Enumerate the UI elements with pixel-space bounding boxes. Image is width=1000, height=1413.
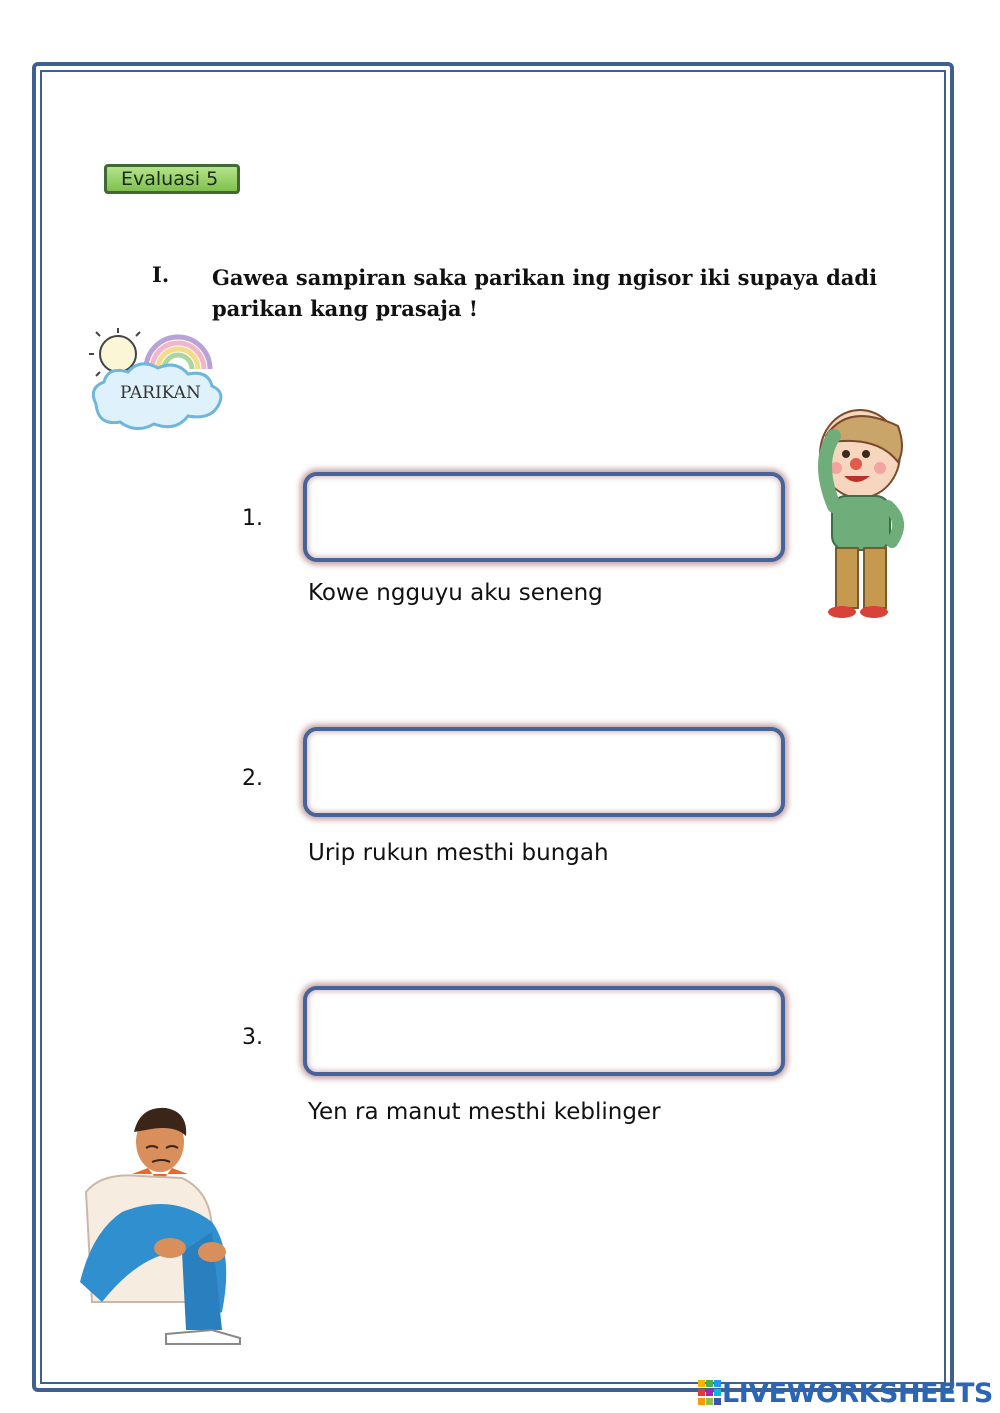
- answer-box-1[interactable]: [303, 472, 785, 562]
- question-instruction: Gawea sampiran saka parikan ing ngisor iki supaya dadi parikan kang prasaja !: [212, 265, 878, 321]
- logo-label: PARIKAN: [120, 383, 201, 403]
- answer-box-2[interactable]: [303, 727, 785, 817]
- boy-illustration: [808, 402, 918, 624]
- parikan-logo: [84, 324, 229, 439]
- parikan-line-3: Yen ra manut mesthi keblinger: [308, 1099, 661, 1125]
- item-number-1: 1.: [242, 506, 263, 531]
- parikan-line-2: Urip rukun mesthi bungah: [308, 840, 609, 866]
- question-number: I.: [152, 262, 170, 287]
- evaluation-badge: Evaluasi 5: [104, 164, 240, 194]
- liveworksheets-watermark: [698, 1376, 993, 1410]
- watermark-text: LIVEWORKSHEETS: [722, 1377, 993, 1409]
- answer-input-1[interactable]: [307, 476, 781, 558]
- answer-box-3[interactable]: [303, 986, 785, 1076]
- sad-man-illustration: [62, 1102, 258, 1348]
- parikan-line-1: Kowe ngguyu aku seneng: [308, 580, 603, 606]
- answer-input-3[interactable]: [307, 990, 781, 1072]
- answer-input-2[interactable]: [307, 731, 781, 813]
- rainbow-icon: [146, 337, 210, 369]
- item-number-3: 3.: [242, 1025, 263, 1050]
- liveworksheets-logo-icon: [698, 1380, 722, 1406]
- item-number-2: 2.: [242, 766, 263, 791]
